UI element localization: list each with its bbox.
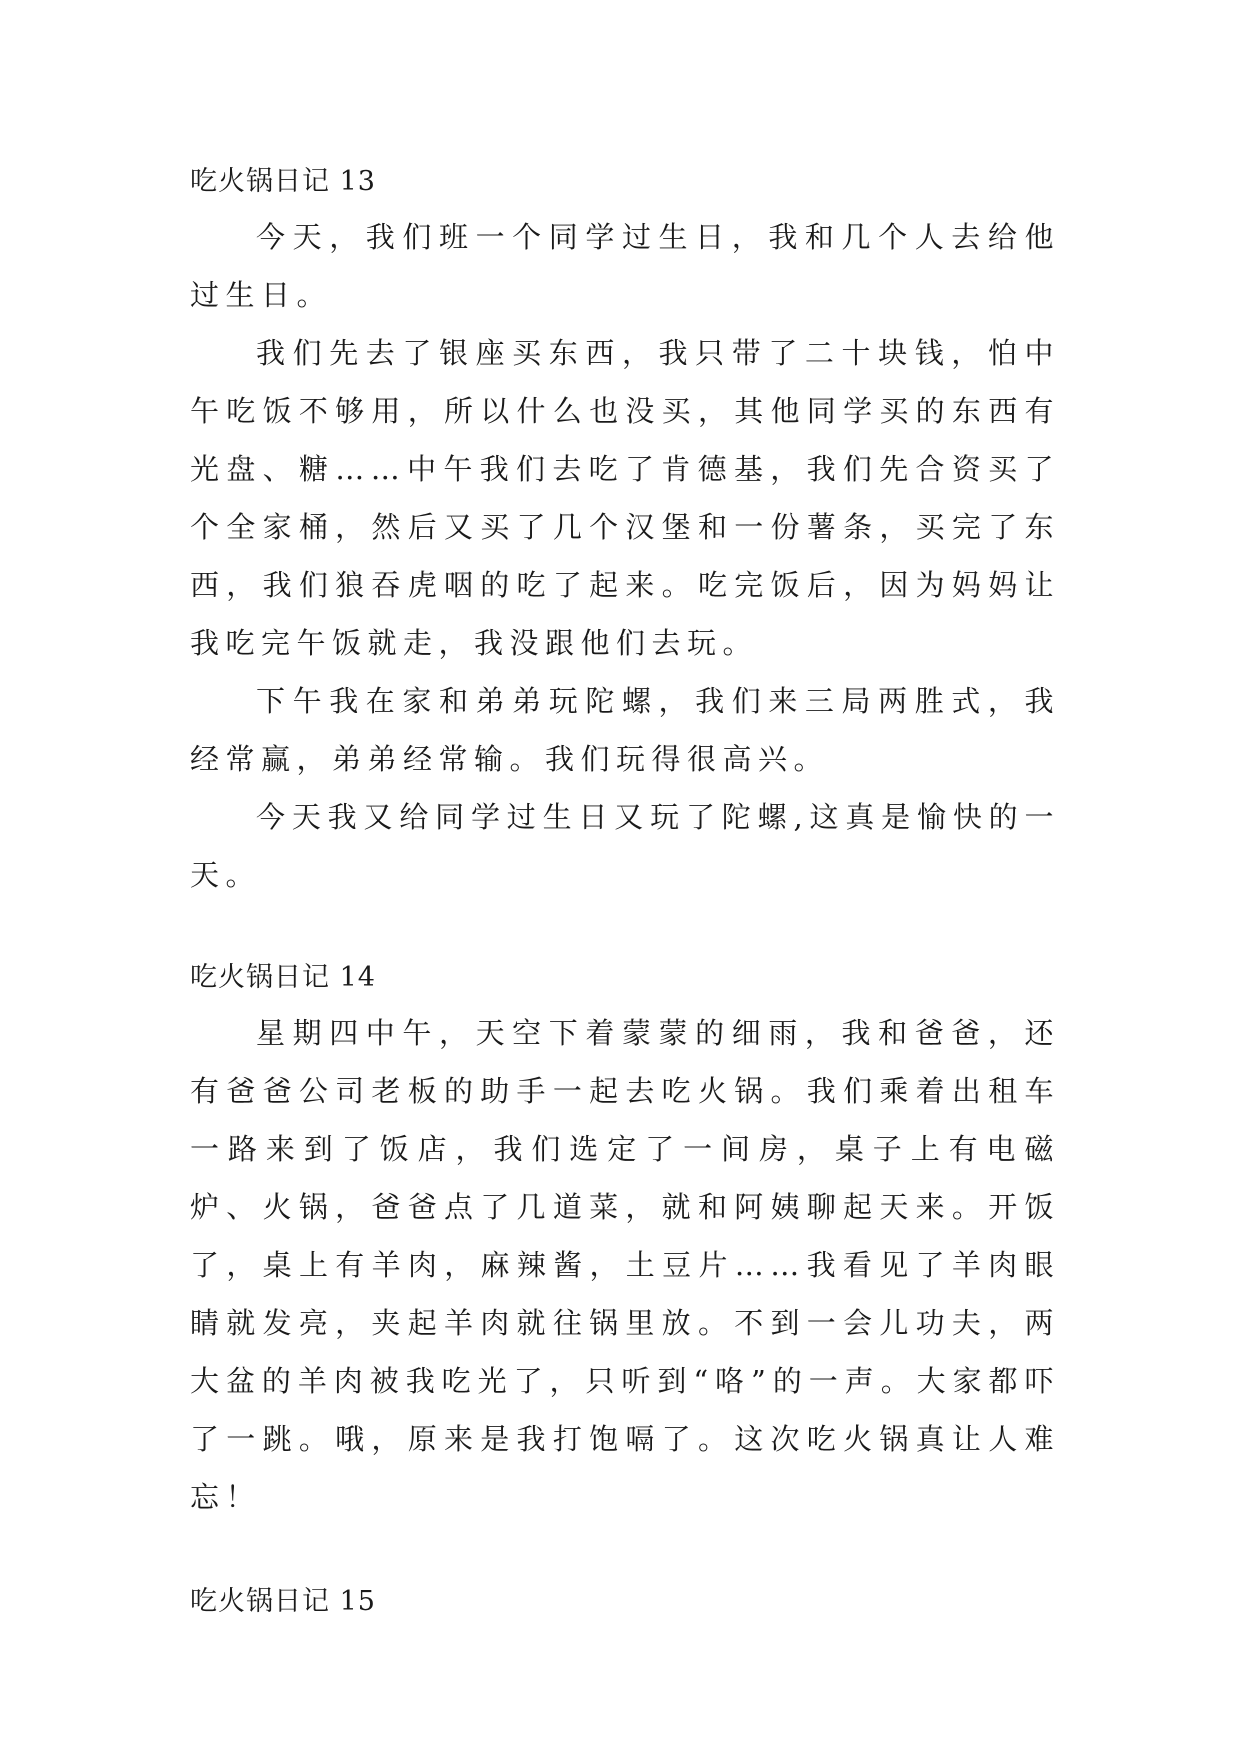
paragraph: 我们先去了银座买东西，我只带了二十块钱，怕中午吃饭不够用，所以什么也没买，其他同学买的东西有光盘、糖……中午我们去吃了肯德基，我们先合资买了个全家桶，然后又买了几个汉堡和一份薯条，买完了东西，我们狼吞虎咽的吃了起来。吃完饭后，因为妈妈让我吃完午饭就走，我没跟他们去玩。 <box>190 336 1060 660</box>
document-page <box>190 162 1060 1622</box>
paragraph: 下午我在家和弟弟玩陀螺，我们来三局两胜式，我经常赢，弟弟经常输。我们玩得很高兴。 <box>190 684 1060 776</box>
paragraph: 今天，我们班一个同学过生日，我和几个人去给他过生日。 <box>190 220 1060 312</box>
diary-entry-15 <box>190 1582 1060 1622</box>
diary-entry-14 <box>190 958 1060 1526</box>
entry-title: 吃火锅日记 13 <box>190 166 376 197</box>
paragraph: 星期四中午，天空下着蒙蒙的细雨，我和爸爸，还有爸爸公司老板的助手一起去吃火锅。我们乘着出租车一路来到了饭店，我们选定了一间房，桌子上有电磁炉、火锅，爸爸点了几道菜，就和阿姨聊起天来。开饭了，桌上有羊肉，麻辣酱，土豆片……我看见了羊肉眼睛就发亮，夹起羊肉就往锅里放。不到一会儿功夫，两大盆的羊肉被我吃光了，只听到“咯”的一声。大家都吓了一跳。哦，原来是我打饱嗝了。这次吃火锅真让人难忘！ <box>190 1016 1060 1514</box>
entry-title: 吃火锅日记 14 <box>190 962 376 993</box>
paragraph: 今天我又给同学过生日又玩了陀螺,这真是愉快的一天。 <box>190 800 1060 892</box>
diary-entry-13 <box>190 162 1060 904</box>
entry-title: 吃火锅日记 15 <box>190 1586 376 1617</box>
